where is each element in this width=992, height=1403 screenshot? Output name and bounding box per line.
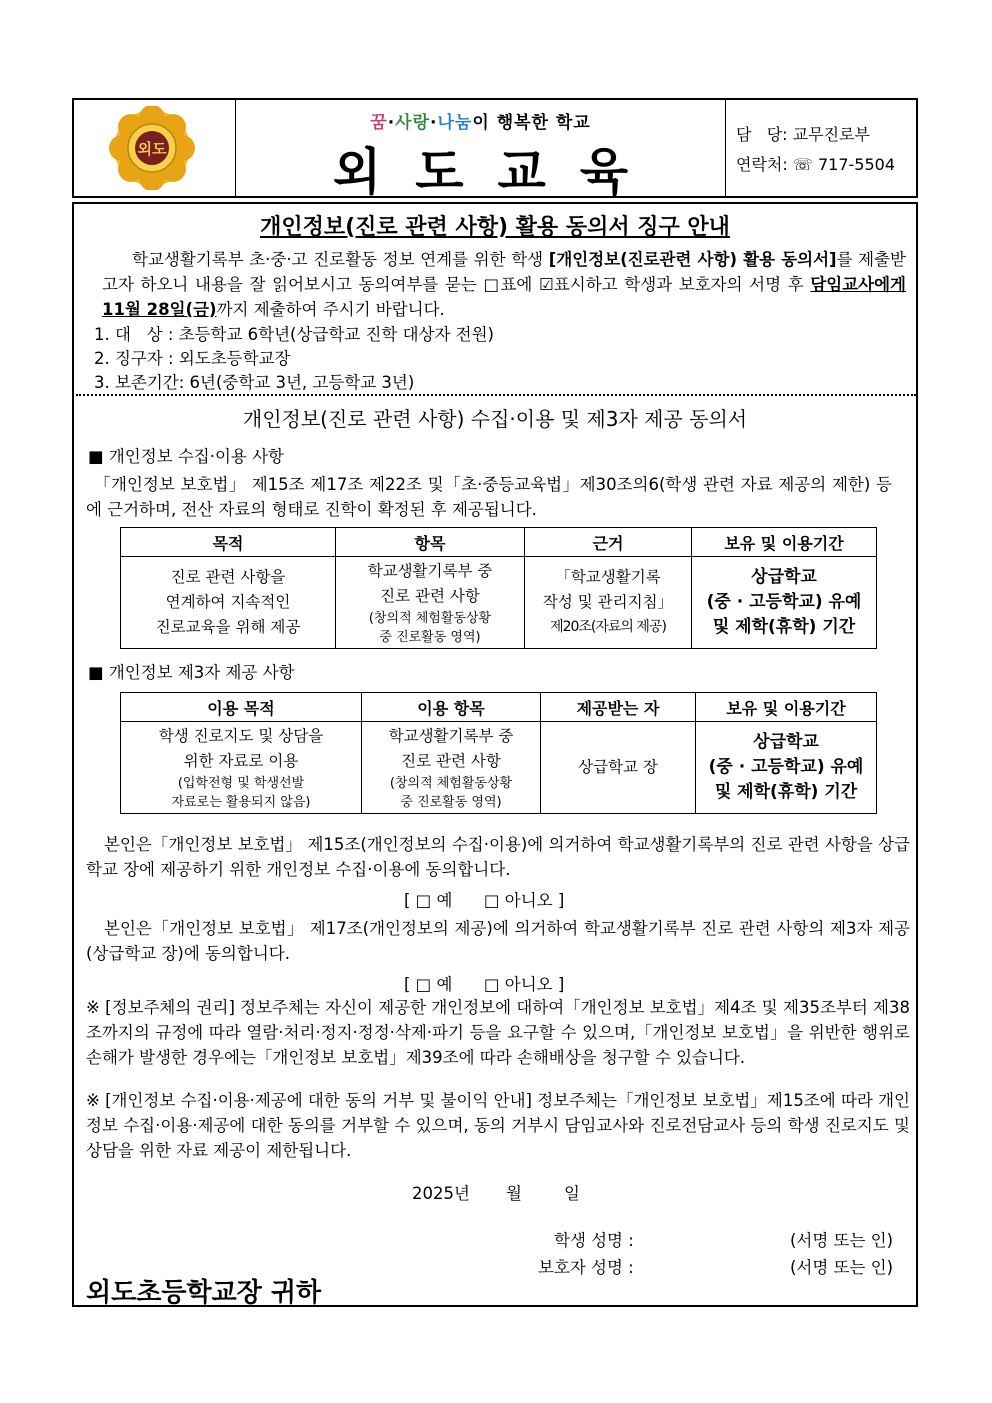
table2-recipient: 상급학교 장 <box>541 722 696 814</box>
agree2-checkbox[interactable]: [ □ 예 □ 아니오 ] <box>404 975 565 994</box>
table1-retention: 상급학교 (중 · 고등학교) 유예 및 제학(휴학) 기간 <box>692 557 877 649</box>
collection-table <box>120 527 877 649</box>
date-day: 일 <box>564 1184 580 1203</box>
table1-header-retention: 보유 및 이용기간 <box>692 528 877 557</box>
table2-header-recipient: 제공받는 자 <box>541 693 696 722</box>
notice-item-retention: 3. 보존기간: 6년(중학교 3년, 고등학교 3년) <box>94 373 415 392</box>
table2-purpose: 학생 진로지도 및 상담을 위한 자료로 이용 (입학전형 및 학생선발 자료로는 활용되지 않음) <box>121 722 362 814</box>
section1-heading: ■ 개인정보 수집·이용 사항 <box>88 447 284 466</box>
main-document <box>72 202 918 1307</box>
manager-line: 담 당: 교무진로부 <box>736 125 870 144</box>
notice-title: 개인정보(진로 관련 사항) 활용 동의서 징구 안내 <box>260 215 730 240</box>
student-sign-hint: (서명 또는 인) <box>790 1231 894 1250</box>
table2-retention: 상급학교 (중 · 고등학교) 유예 및 제학(휴학) 기간 <box>696 722 877 814</box>
newsletter-title: 외도교육 <box>332 142 663 201</box>
table1-header-item: 항목 <box>336 528 525 557</box>
phone-line: 연락처: ☏ 717-5504 <box>736 155 895 174</box>
date-month: 월 <box>506 1184 522 1203</box>
agree1-text: 본인은「개인정보 보호법」 제15조(개인정보의 수집·이용)에 의거하여 학교생활기록부의 진로 관련 사항을 상급학교 장에 제공하기 위한 개인정보 수집·이용에 동의합니다. <box>86 835 910 879</box>
table2-header-item: 이용 항목 <box>362 693 541 722</box>
table1-header-purpose: 목적 <box>121 528 336 557</box>
third-party-table <box>120 692 877 814</box>
student-sign-label: 학생 성명 : <box>554 1231 634 1250</box>
section2-heading: ■ 개인정보 제3자 제공 사항 <box>88 663 295 682</box>
emblem-text: 외도 <box>137 140 167 158</box>
table1-header-basis: 근거 <box>525 528 692 557</box>
logo-cell <box>74 100 236 196</box>
contact-cell <box>726 100 916 196</box>
school-emblem-icon <box>107 106 197 190</box>
guardian-sign-label: 보호자 성명 : <box>538 1258 634 1277</box>
notice-item-collector: 2. 징구자 : 외도초등학교장 <box>94 349 291 368</box>
rights-notice: ※ [정보주체의 권리] 정보주체는 자신이 제공한 개인정보에 대하여「개인정보 보호법」제4조 및 제35조부터 제38조까지의 규정에 따라 열람·처리·정지·정정·삭제·파기 등을 요구할 수 있으며,「개인정보 보호법」을 위반한 행위로 손해가 발생한 경우에는「개인정보 보호법」제39조에 따라 손해배상을 청구할 수 있습니다. <box>86 998 910 1067</box>
school-slogan: 꿈·사랑·나눔이 행복한 학교 <box>370 113 591 133</box>
refusal-notice: ※ [개인정보 수집·이용·제공에 대한 동의 거부 및 불이익 안내] 정보주체는「개인정보 보호법」제15조에 따라 개인정보 수집·이용·제공에 대한 동의를 거부할 수 있으며, 동의 거부시 담임교사와 진로전담교사 등의 학생 진로지도 및 상담을 위한 자료 제공이 제한됩니다. <box>86 1091 910 1160</box>
dotted-divider <box>76 394 916 396</box>
phone-icon: ☏ <box>792 155 813 174</box>
table2-item: 학교생활기록부 중 진로 관련 사항 (창의적 체험활동상황 중 진로활동 영역) <box>362 722 541 814</box>
table1-basis: 「학교생활기록 작성 및 관리지침」 제20조(자료의 제공) <box>525 557 692 649</box>
date-year: 2025년 <box>412 1184 470 1203</box>
notice-item-target: 1. 대 상 : 초등학교 6학년(상급학교 진학 대상자 전원) <box>94 325 494 344</box>
table1-purpose: 진로 관련 사항을 연계하여 지속적인 진로교육을 위해 제공 <box>121 557 336 649</box>
agree1-checkbox[interactable]: [ □ 예 □ 아니오 ] <box>404 891 565 910</box>
table1-item: 학교생활기록부 중 진로 관련 사항 (창의적 체험활동상황 중 진로활동 영역) <box>336 557 525 649</box>
consent-title: 개인정보(진로 관련 사항) 수집·이용 및 제3자 제공 동의서 <box>242 407 748 431</box>
notice-intro: 학교생활기록부 초·중·고 진로활동 정보 연계를 위한 학생 [개인정보(진로관련 사항) 활용 동의서]를 제출받고자 하오니 내용을 잘 읽어보시고 동의여부를 묻는 □표에 ☑표시하고 학생과 보호자의 서명 후 담임교사에게 11월 28일(금)까지 제출하여 주시기 바랍니다. <box>102 250 906 319</box>
table2-header-retention: 보유 및 이용기간 <box>696 693 877 722</box>
letterhead <box>72 98 918 201</box>
title-cell <box>236 100 726 201</box>
agree2-text: 본인은「개인정보 보호법」 제17조(개인정보의 제공)에 의거하여 학교생활기록부 진로 관련 사항의 제3자 제공(상급학교 장)에 동의합니다. <box>86 919 910 963</box>
section1-text: 「개인정보 보호법」 제15조 제17조 제22조 및「초·중등교육법」제30조의6(학생 관련 자료 제공의 제한) 등에 근거하며, 전산 자료의 형태로 진학이 확정된 후 제공됩니다. <box>86 475 892 519</box>
addressee: 외도초등학교장 귀하 <box>86 1278 322 1308</box>
guardian-sign-hint: (서명 또는 인) <box>790 1258 894 1277</box>
table2-header-purpose: 이용 목적 <box>121 693 362 722</box>
